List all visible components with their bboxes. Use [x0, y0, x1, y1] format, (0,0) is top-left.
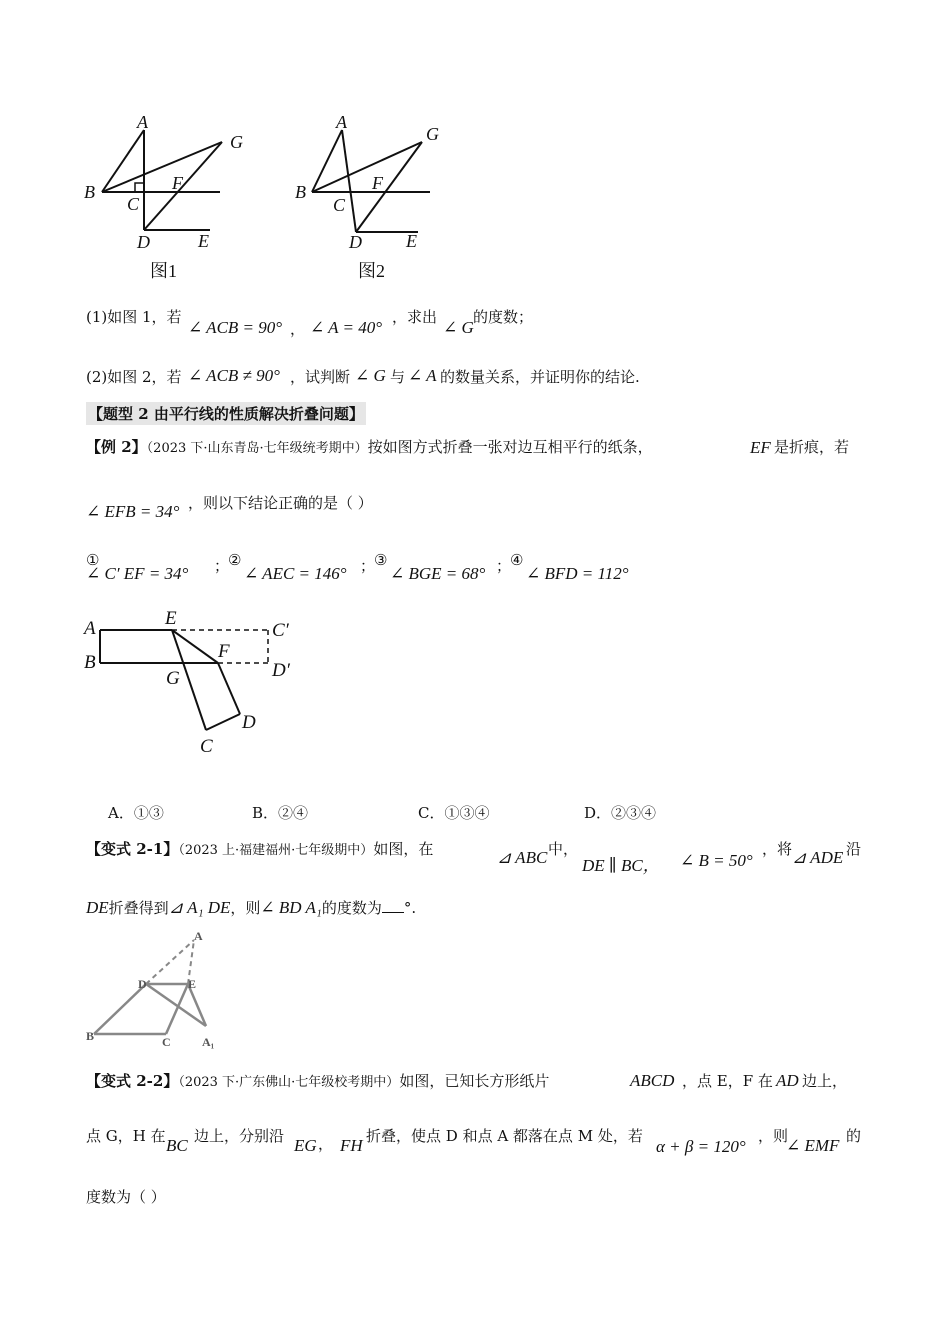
segment-bg	[312, 142, 422, 192]
option-a[interactable]: A．①③	[108, 804, 164, 822]
answer-blank[interactable]	[382, 898, 404, 913]
statement-2-mark: ②	[228, 551, 242, 569]
crease-ef	[172, 630, 218, 663]
dashed-da	[146, 940, 194, 984]
segment-bd	[94, 984, 146, 1034]
variant-2-2-source: （2023 下·广东佛山·七年级校考期中）	[178, 1075, 400, 1090]
svg-text:B: B	[295, 182, 306, 202]
option-d[interactable]: D．②③④	[584, 804, 657, 822]
statement-2: ∠ AEC = 146°	[244, 564, 347, 583]
example-2-angle-efb: ∠ EFB = 34°	[86, 502, 180, 521]
folded-edge-cd	[206, 714, 240, 730]
variant-2-1-tag: 【变式 2-1】	[86, 840, 179, 858]
variant-2-2-tag: 【变式 2-2】	[86, 1072, 179, 1090]
variant-2-1-source: （2023 上·福建福州·七年级期中）	[178, 843, 374, 858]
segment-gd	[356, 142, 422, 232]
variant-2-2-comma: ，	[318, 1135, 334, 1153]
segment-ab	[312, 130, 342, 192]
variant-2-2-line2a: 点 G，H 在	[86, 1127, 166, 1145]
svg-text:B: B	[84, 652, 96, 673]
svg-text:C: C	[127, 194, 140, 214]
figure-2-caption: 图2	[358, 261, 385, 281]
variant-2-2-sum: α + β = 120°	[656, 1137, 746, 1156]
variant-2-2-line3: 度数为（ ）	[86, 1188, 166, 1206]
variant-2-1-yan: 沿	[846, 840, 862, 858]
variant-2-2-bc: BC	[166, 1136, 188, 1155]
example-2-figure	[80, 604, 300, 760]
example-2-source: （2023 下·山东青岛·七年级统考期中）	[146, 441, 368, 456]
option-b[interactable]: B．②④	[252, 804, 309, 822]
variant-2-2-text2: ，点 E，F 在	[682, 1072, 773, 1090]
statement-3: ∠ BGE = 68°	[390, 564, 486, 583]
variant-2-2-de: 的	[846, 1127, 862, 1145]
variant-2-2-line2c: 折叠，使点 D 和点 A 都落在点 M 处，若	[366, 1127, 643, 1145]
figure-2	[292, 110, 472, 285]
figure-1	[80, 110, 260, 285]
statement-1: ∠ C′ EF = 34°	[86, 564, 189, 583]
statement-3-mark: ③	[374, 551, 388, 569]
variant-2-1-tri-abc: ⊿ ABC	[497, 848, 548, 867]
section-heading-type-2: 【题型 2 由平行线的性质解决折叠问题】	[86, 402, 366, 425]
right-angle-mark	[135, 183, 144, 192]
svg-text:C: C	[162, 1035, 171, 1049]
variant-2-2-fh: FH	[340, 1136, 363, 1155]
svg-text:G: G	[426, 124, 439, 144]
svg-text:C: C	[333, 195, 346, 215]
svg-text:C′: C′	[272, 620, 289, 641]
q1-suffix: 的度数；	[473, 308, 534, 326]
variant-2-2-line2b: 边上，分别沿	[194, 1127, 285, 1145]
variant-2-2-eg: EG	[294, 1136, 317, 1155]
q2-angle-a: ∠ A	[408, 366, 437, 385]
segment-ce	[166, 984, 188, 1034]
variant-2-2-text3: 边上，	[802, 1072, 848, 1090]
variant-2-2-line2d: ，则	[758, 1127, 789, 1145]
svg-text:B: B	[86, 1029, 95, 1043]
svg-text:G: G	[166, 668, 180, 689]
variant-2-1-tri-ade: ⊿ ADE	[792, 848, 844, 867]
statement-4-mark: ④	[510, 551, 524, 569]
q1-mid-text: ，求出	[392, 308, 438, 326]
folded-edge-fd	[218, 663, 240, 714]
svg-text:E: E	[165, 608, 177, 629]
variant-2-2-ad: AD	[776, 1071, 799, 1090]
statement-semicolon-1: ；	[214, 557, 230, 575]
svg-text:E: E	[198, 231, 209, 251]
svg-text:A₁: A₁	[202, 1035, 215, 1049]
variant-2-1-intro: 【变式 2-1】（2023 上·福建福州·七年级期中）如图，在	[86, 840, 434, 858]
q2-yu: 与	[390, 368, 406, 386]
q1-target-angle: ∠ G	[443, 318, 474, 337]
q2-angle-g: ∠ G	[355, 366, 386, 385]
example-2-text2: 是折痕，若	[774, 438, 850, 456]
variant-2-1-angle-b: ∠ B = 50°	[680, 851, 753, 870]
q1-condition-1: ∠ ACB = 90°	[188, 318, 283, 337]
example-2-text3: ，则以下结论正确的是（ ）	[188, 494, 373, 512]
svg-text:D: D	[137, 232, 150, 252]
q2-prefix: (2)如图 2，若	[86, 368, 182, 386]
svg-text:D: D	[349, 232, 362, 252]
variant-2-1-zhong: 中，	[548, 840, 579, 858]
statement-1-mark: ①	[86, 551, 100, 569]
variant-2-2-intro: 【变式 2-2】（2023 下·广东佛山·七年级校考期中）如图，已知长方形纸片	[86, 1072, 550, 1090]
svg-text:B: B	[84, 182, 95, 202]
svg-text:G: G	[230, 132, 243, 152]
svg-text:E: E	[188, 977, 197, 991]
svg-text:D: D	[242, 712, 256, 733]
svg-text:D′: D′	[272, 660, 290, 681]
svg-text:A: A	[137, 112, 148, 132]
svg-text:A: A	[84, 618, 96, 639]
q1-separator: ，	[290, 320, 306, 338]
segment-ad	[342, 130, 356, 232]
q2-condition: ∠ ACB ≠ 90°	[188, 366, 280, 385]
svg-text:F: F	[172, 173, 183, 193]
variant-2-1-figure	[82, 926, 232, 1054]
example-2-ef: EF	[750, 438, 771, 457]
variant-2-1-line-2: DE折叠得到⊿ A₁ DE，则∠ BD A₁的度数为 °.	[86, 898, 417, 917]
variant-2-1-parallel: DE ∥ BC，	[582, 856, 660, 875]
q2-suffix: 的数量关系，并证明你的结论.	[440, 368, 640, 386]
svg-text:A: A	[194, 929, 203, 943]
segment-gd	[144, 142, 222, 230]
question-1: (1)如图 1，若	[86, 308, 182, 326]
variant-2-1-jiang: ，将	[762, 840, 793, 858]
statement-4: ∠ BFD = 112°	[526, 564, 629, 583]
q1-condition-2: ∠ A = 40°	[310, 318, 383, 337]
q2-mid-text: ，试判断	[290, 368, 351, 386]
statement-semicolon-3: ；	[496, 557, 512, 575]
statement-semicolon-2: ；	[360, 557, 376, 575]
svg-text:F: F	[372, 173, 383, 193]
example-2-tag: 【例 2】	[86, 438, 147, 456]
variant-2-2-abcd: ABCD	[630, 1071, 675, 1090]
option-c[interactable]: C．①③④	[418, 804, 490, 822]
svg-text:D: D	[138, 977, 147, 991]
svg-text:A: A	[336, 112, 347, 132]
variant-2-2-angle-emf: ∠ EMF	[786, 1136, 840, 1155]
svg-text:E: E	[406, 231, 417, 251]
svg-text:C: C	[200, 736, 213, 757]
example-2-intro: 【例 2】（2023 下·山东青岛·七年级统考期中）按如图方式折叠一张对边互相平行的纸条，	[86, 438, 653, 456]
svg-text:F: F	[218, 641, 230, 662]
figure-1-caption: 图1	[150, 261, 177, 281]
